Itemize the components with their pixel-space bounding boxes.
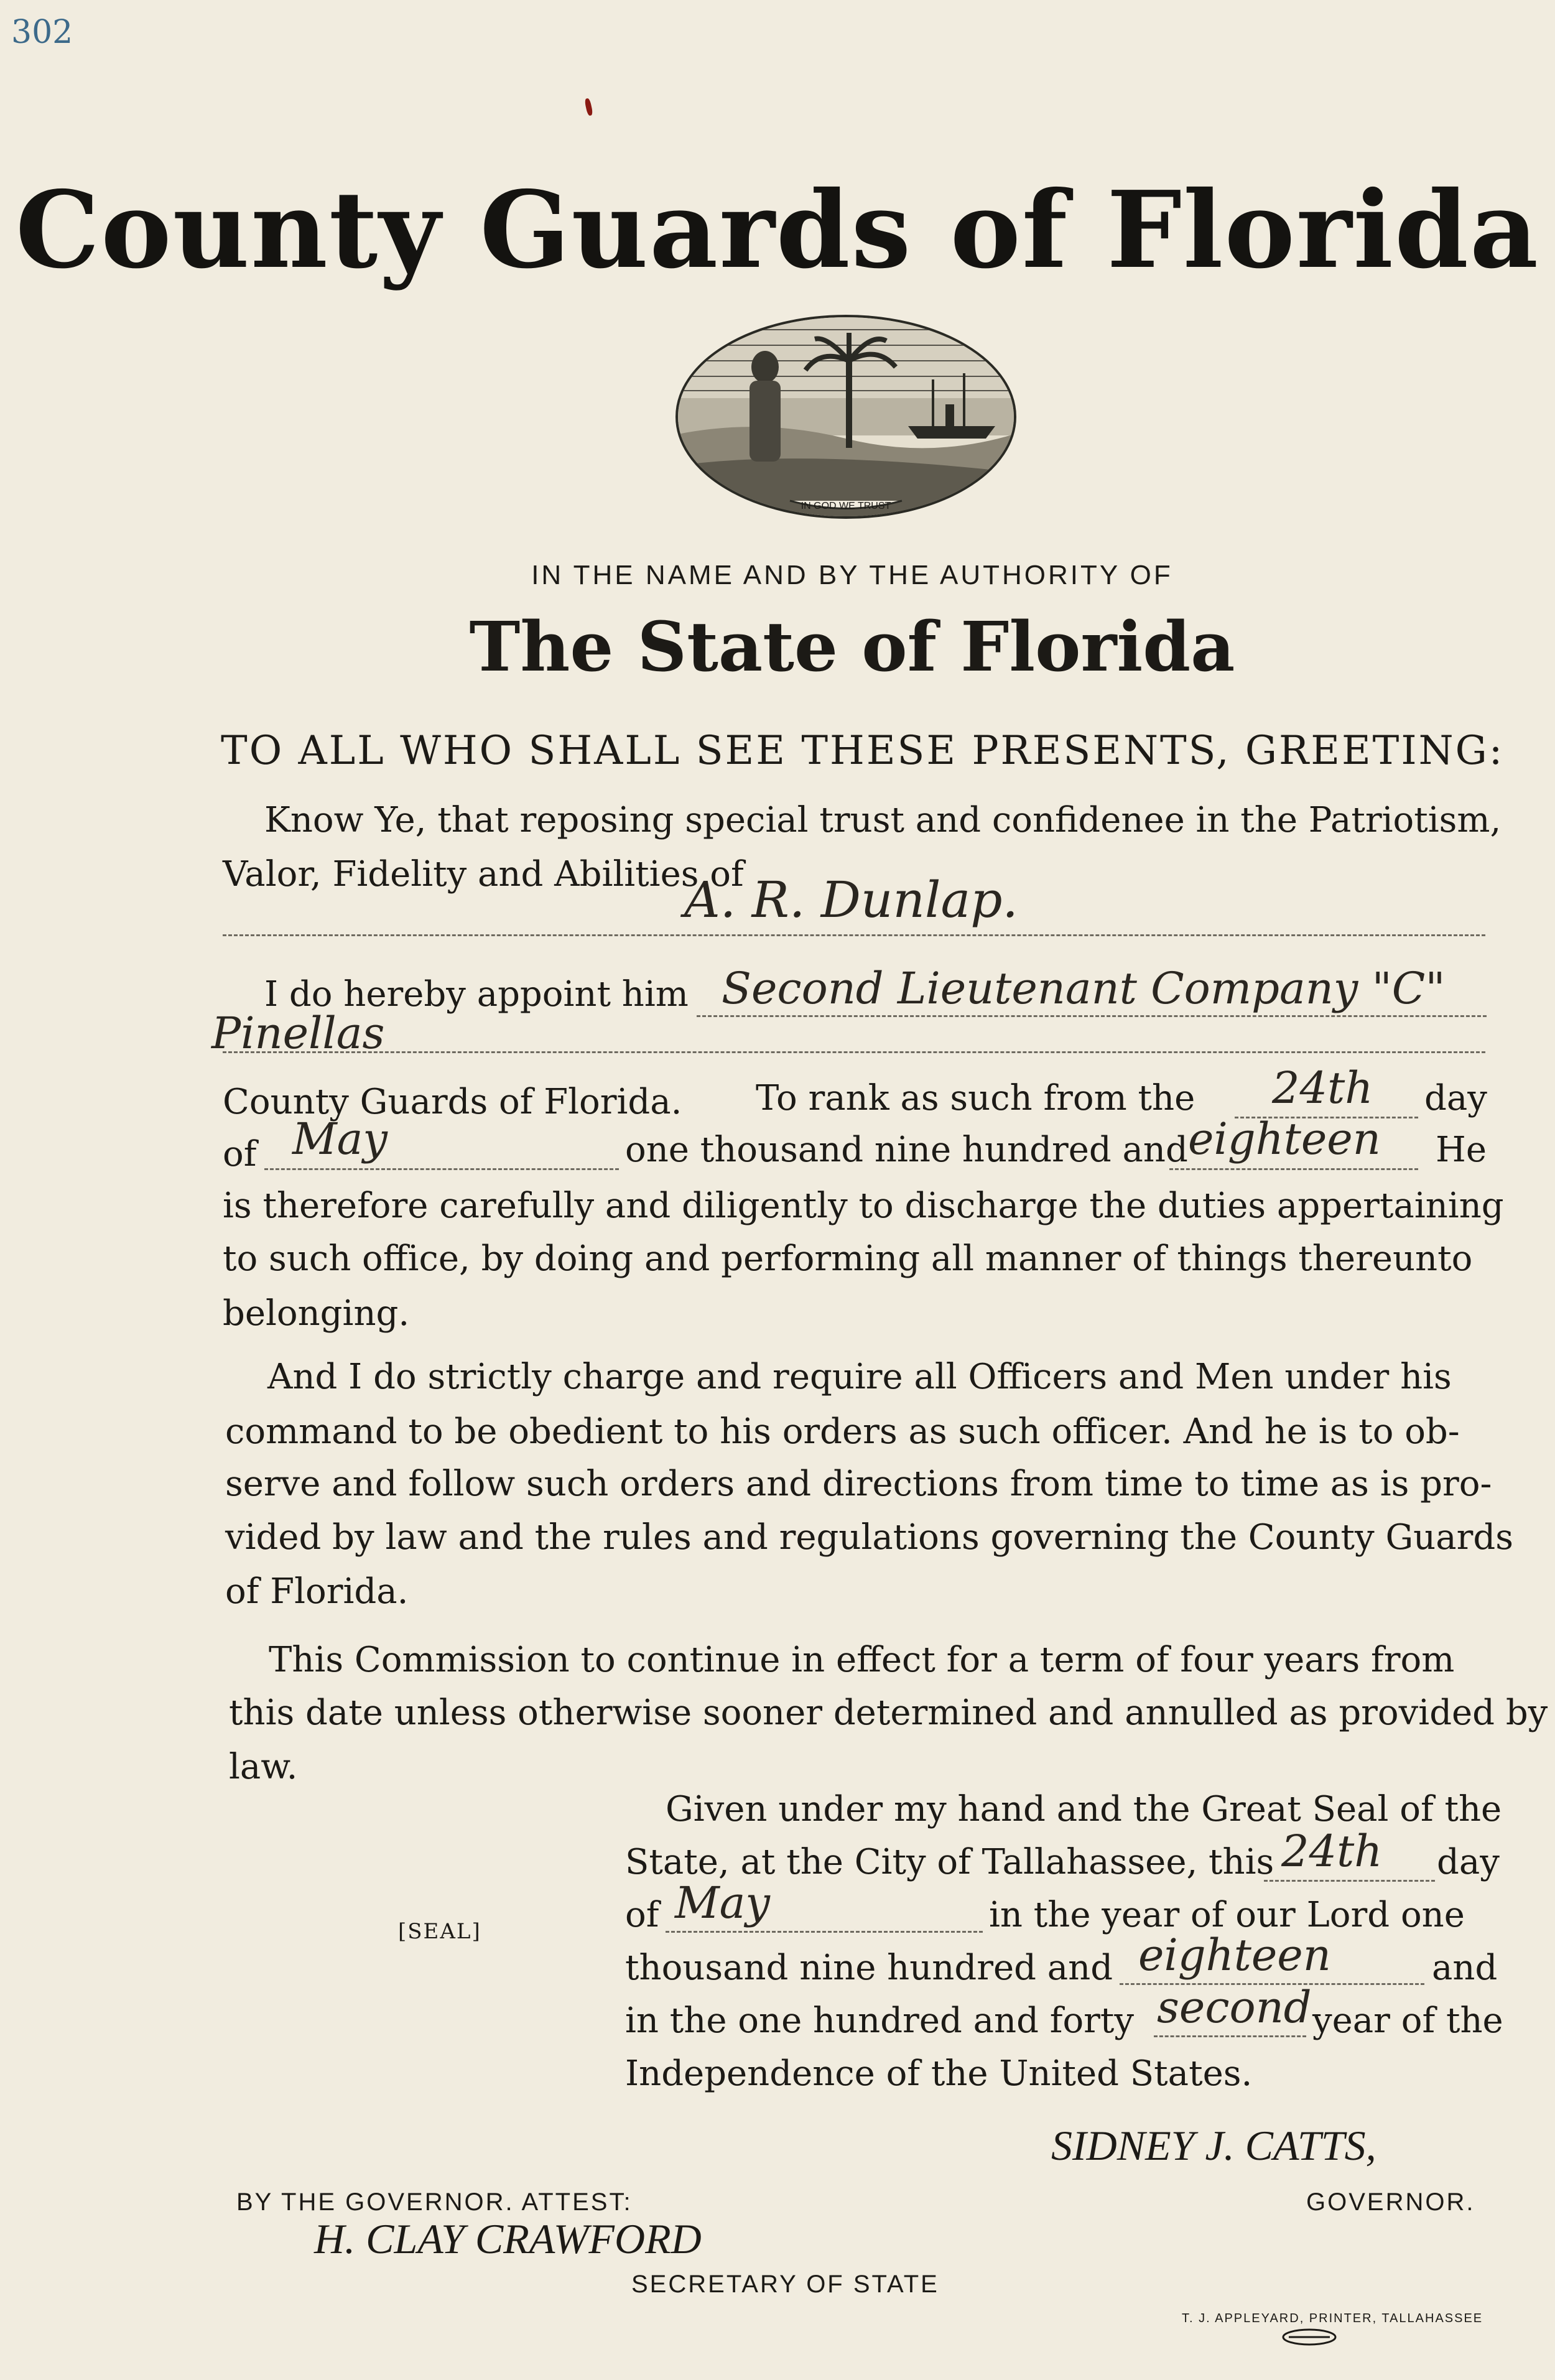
- appointee-name-handwritten: A. R. Dunlap.: [684, 871, 1018, 929]
- union-label-icon: [1281, 2328, 1337, 2346]
- given-line2b: day: [1437, 1842, 1500, 1882]
- rank-blank-line: [697, 1015, 1487, 1017]
- authority-line: IN THE NAME AND BY THE AUTHORITY OF: [531, 560, 1173, 590]
- para2-line4: vided by law and the rules and regulations governing the County Guards: [225, 1517, 1513, 1558]
- seal-motto: IN GOD WE TRUST: [801, 501, 891, 511]
- state-title: The State of Florida: [469, 607, 1235, 687]
- given-ordinal-handwritten: second: [1157, 1982, 1312, 2033]
- given-line2a: State, at the City of Tallahassee, this: [625, 1842, 1274, 1882]
- florida-seal-image: [672, 311, 1020, 523]
- given-line3a: of: [625, 1895, 659, 1935]
- greeting: TO ALL WHO SHALL SEE THESE PRESENTS, GREETING:: [221, 728, 1505, 774]
- document-title: County Guards of Florida: [15, 168, 1540, 292]
- para1-line8: belonging.: [223, 1293, 410, 1334]
- para1-line6: is therefore carefully and diligently to discharge the duties appertaining: [223, 1186, 1504, 1226]
- printer-imprint: T. J. APPLEYARD, PRINTER, TALLAHASSEE: [1182, 2312, 1483, 2325]
- para1-line5c: He: [1436, 1130, 1487, 1170]
- para1-line1: Know Ye, that reposing special trust and confidenee in the Patriotism,: [264, 800, 1502, 840]
- rank-handwritten: Second Lieutenant Company "C": [722, 963, 1446, 1014]
- month-handwritten: May: [292, 1113, 388, 1164]
- given-ordinal-blank-line: [1154, 2035, 1306, 2037]
- year-handwritten: eighteen: [1188, 1113, 1381, 1164]
- given-month-handwritten: May: [675, 1877, 770, 1928]
- para1-line4c: day: [1424, 1078, 1487, 1118]
- ink-mark: [584, 98, 593, 116]
- governor-name: SIDNEY J. CATTS,: [1051, 2122, 1376, 2169]
- name-blank-line: [223, 934, 1485, 936]
- given-year-handwritten: eighteen: [1138, 1930, 1331, 1981]
- county-blank-line: [223, 1051, 1485, 1053]
- given-line4b: and: [1432, 1948, 1498, 1988]
- secretary-title: SECRETARY OF STATE: [631, 2271, 939, 2298]
- given-line5b: year of the: [1312, 2001, 1503, 2041]
- para2-line3: serve and follow such orders and directions from time to time as is pro-: [225, 1464, 1492, 1504]
- para1-line3: I do hereby appoint him: [264, 974, 689, 1015]
- para1-line4b: To rank as such from the: [756, 1078, 1195, 1118]
- governor-title: GOVERNOR.: [1306, 2188, 1475, 2216]
- given-line5a: in the one hundred and forty: [625, 2001, 1135, 2041]
- para3-line3: law.: [229, 1747, 298, 1787]
- para2-line2: command to be obedient to his orders as such officer. And he is to ob-: [225, 1411, 1460, 1452]
- para1-line7: to such office, by doing and performing all manner of things thereunto: [223, 1239, 1473, 1279]
- para1-line5a: of: [223, 1134, 257, 1174]
- given-line3b: in the year of our Lord one: [989, 1895, 1465, 1935]
- given-line1: Given under my hand and the Great Seal of the: [666, 1789, 1502, 1829]
- given-day-blank-line: [1264, 1880, 1435, 1882]
- seal-label: [SEAL]: [398, 1919, 481, 1944]
- day-handwritten: 24th: [1272, 1062, 1373, 1113]
- given-line6: Independence of the United States.: [625, 2053, 1253, 2094]
- county-handwritten: Pinellas: [211, 1008, 385, 1059]
- page-number: 302: [11, 14, 73, 51]
- para3-line2: this date unless otherwise sooner determined and annulled as provided by: [229, 1693, 1548, 1733]
- given-line4a: thousand nine hundred and: [625, 1948, 1113, 1988]
- year-blank-line: [1169, 1168, 1418, 1170]
- para1-line2: Valor, Fidelity and Abilities of: [223, 854, 744, 895]
- given-day-handwritten: 24th: [1281, 1826, 1383, 1877]
- month-blank-line: [264, 1168, 619, 1170]
- para2-line1: And I do strictly charge and require all Officers and Men under his: [267, 1357, 1452, 1397]
- para1-line5b: one thousand nine hundred and: [625, 1130, 1188, 1170]
- para1-line4a: County Guards of Florida.: [223, 1082, 682, 1122]
- attest-label: BY THE GOVERNOR. ATTEST:: [236, 2188, 633, 2216]
- secretary-name: H. CLAY CRAWFORD: [314, 2215, 702, 2262]
- given-month-blank-line: [666, 1931, 983, 1933]
- para3-line1: This Commission to continue in effect for a term of four years from: [269, 1640, 1455, 1680]
- para2-line5: of Florida.: [225, 1571, 409, 1612]
